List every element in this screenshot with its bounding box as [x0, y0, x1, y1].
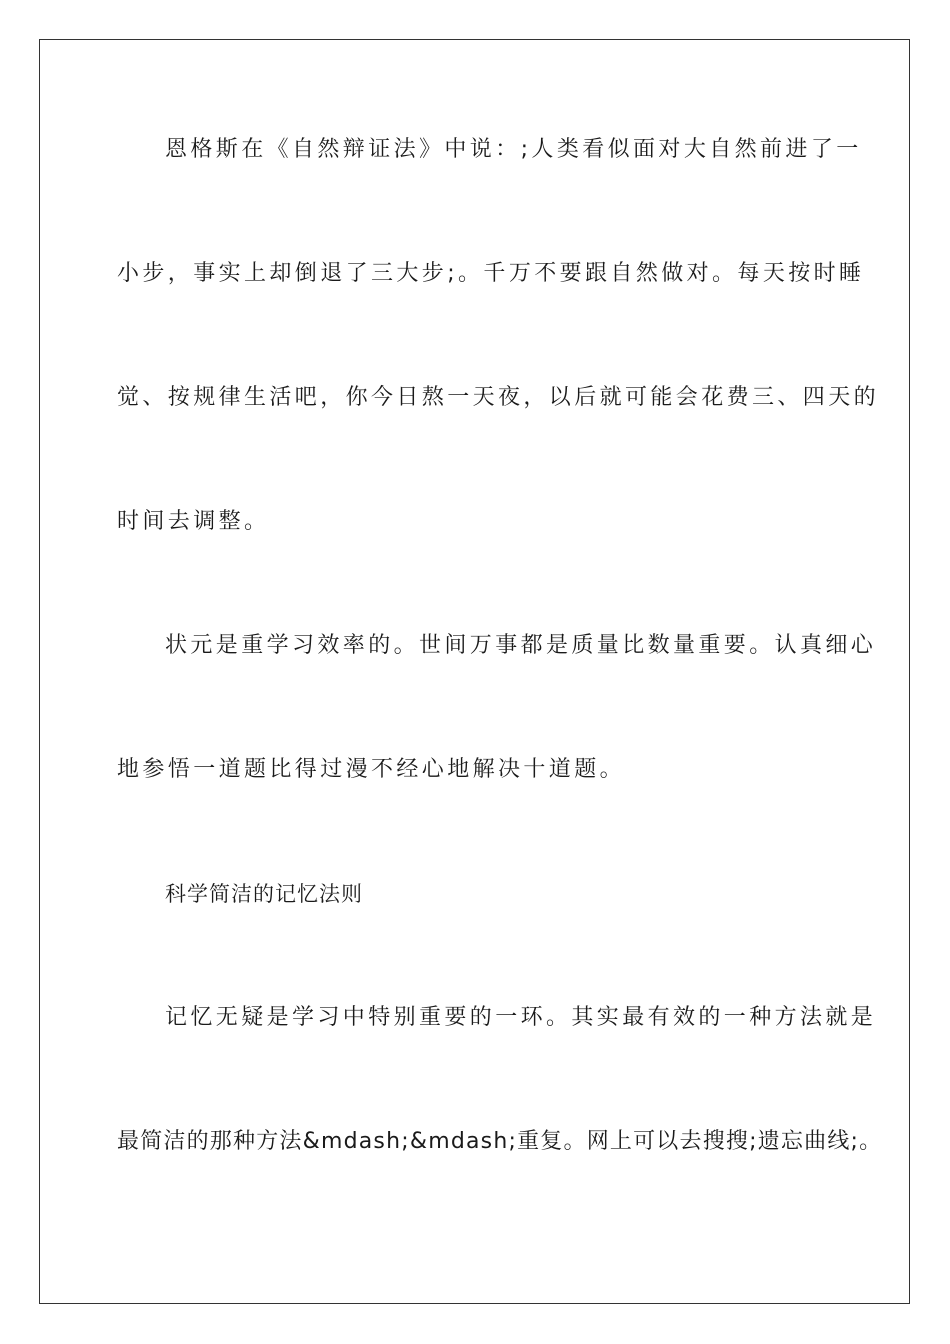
paragraph-1-line-4: 时间去调整。: [117, 509, 270, 534]
paragraph-1-line-2: 小步，事实上却倒退了三大步;。千万不要跟自然做对。每天按时睡: [117, 261, 865, 286]
paragraph-1-line-1: 恩格斯在《自然辩证法》中说：;人类看似面对大自然前进了一: [165, 137, 862, 162]
paragraph-2-line-1: 状元是重学习效率的。世间万事都是质量比数量重要。认真细心: [165, 633, 877, 658]
section-heading: 科学简洁的记忆法则: [165, 882, 363, 906]
paragraph-3-line-1: 记忆无疑是学习中特别重要的一环。其实最有效的一种方法就是: [165, 1005, 877, 1030]
paragraph-2-line-2: 地参悟一道题比得过漫不经心地解决十道题。: [117, 757, 626, 782]
page-border: [39, 39, 910, 1304]
paragraph-1-line-3: 觉、按规律生活吧，你今日熬一天夜，以后就可能会花费三、四天的: [117, 385, 880, 410]
paragraph-3-line-2: 最简洁的那种方法&mdash;&mdash;重复。网上可以去搜搜;遗忘曲线;。: [117, 1129, 883, 1154]
